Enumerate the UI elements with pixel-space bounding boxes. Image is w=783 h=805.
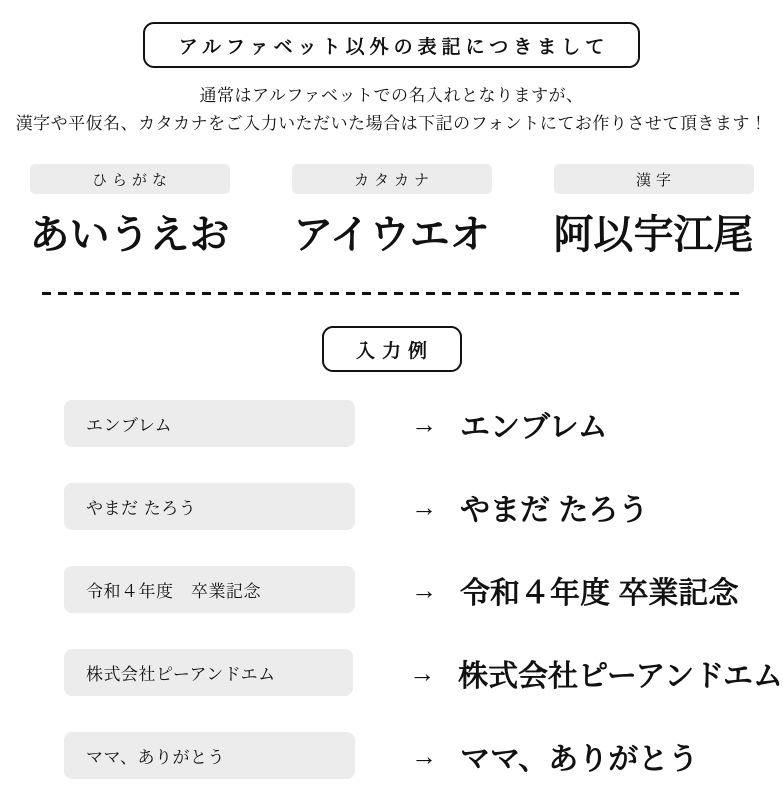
example-output-text: ママ、ありがとう <box>460 742 699 776</box>
sample-column-kanji <box>554 164 754 260</box>
example-row <box>64 732 783 779</box>
example-output-text: エンブレム <box>460 410 608 444</box>
font-samples-section <box>0 164 783 260</box>
header <box>0 22 783 138</box>
description-line-1: 通常はアルファベットでの名入れとなりますが、 <box>199 86 584 105</box>
example-output-text: 令和４年度 卒業記念 <box>460 576 739 610</box>
kanji-label-chip: 漢字 <box>554 164 754 194</box>
example-input-box: エンブレム <box>64 400 355 447</box>
example-output-text: 株式会社ピーアンドエム <box>458 659 783 693</box>
right-arrow-icon: → <box>409 657 436 688</box>
example-row <box>64 649 783 696</box>
hiragana-label-chip: ひらがな <box>30 164 230 194</box>
example-row <box>64 400 783 447</box>
page-title: アルファベット以外の表記につきまして <box>143 22 640 68</box>
right-arrow-icon: → <box>411 574 437 605</box>
kanji-sample-text: 阿以宇江尾 <box>553 213 754 257</box>
right-arrow-icon: → <box>411 740 437 771</box>
example-row <box>64 483 783 530</box>
right-arrow-icon: → <box>411 408 437 439</box>
example-input-box: 株式会社ピーアンドエム <box>64 649 353 696</box>
sample-column-katakana <box>292 164 492 260</box>
katakana-sample-text: アイウエオ <box>293 213 490 257</box>
description-line-2: 漢字や平仮名、カタカナをご入力いただいた場合は下記のフォントにてお作りさせて頂きます！ <box>15 114 768 133</box>
example-input-box: ママ、ありがとう <box>64 732 355 779</box>
input-example-title: 入力例 <box>322 326 462 372</box>
example-input-box: やまだ たろう <box>64 483 355 530</box>
example-row <box>64 566 783 613</box>
example-input-box: 令和４年度 卒業記念 <box>64 566 355 613</box>
example-output-text: やまだ たろう <box>460 493 649 527</box>
hiragana-sample-text: あいうえお <box>29 213 230 257</box>
right-arrow-icon: → <box>411 491 437 522</box>
examples-section <box>0 400 783 779</box>
description <box>0 82 783 138</box>
dashed-divider <box>42 292 742 295</box>
katakana-label-chip: カタカナ <box>292 164 492 194</box>
sample-column-hiragana <box>30 164 230 260</box>
